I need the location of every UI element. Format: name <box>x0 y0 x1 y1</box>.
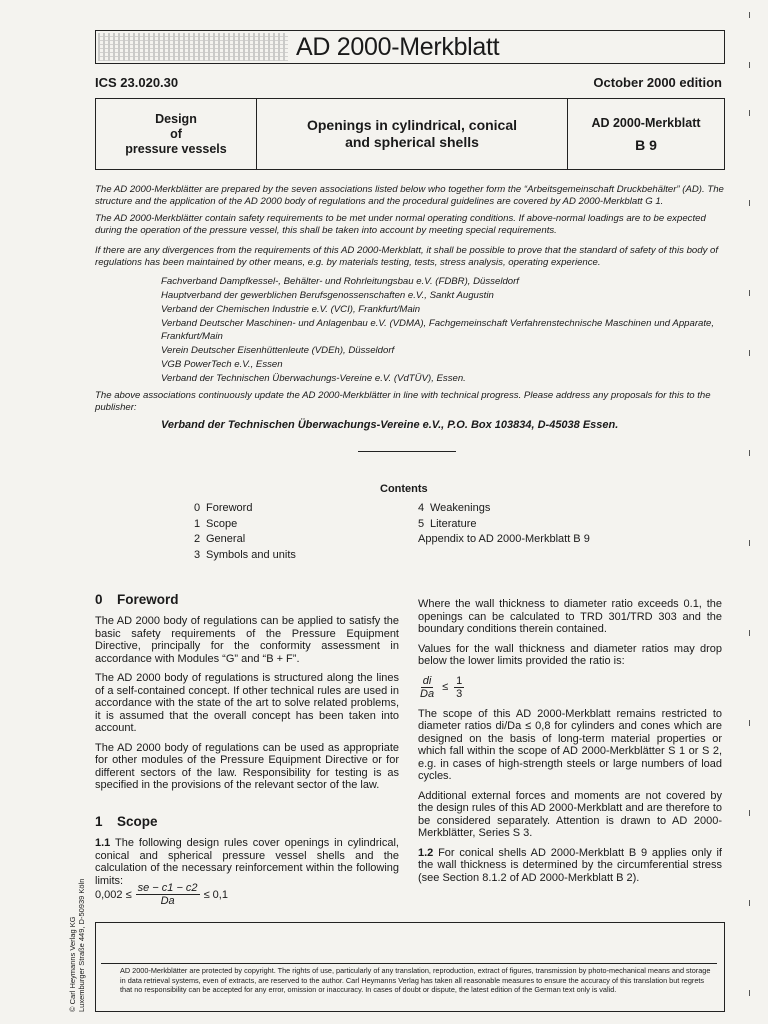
footer-divider <box>101 963 717 964</box>
scope-right-column <box>418 598 722 891</box>
ics-code: ICS 23.020.30 <box>95 75 179 90</box>
contents-item-number: 3 <box>194 548 201 561</box>
contents-title: Contents <box>380 483 428 495</box>
contents-item <box>194 548 296 564</box>
header-subject-line: and spherical shells <box>345 134 479 150</box>
section-heading-foreword <box>95 592 179 607</box>
formula-operator: ≤ <box>442 680 449 693</box>
publisher-imprint-line: © Carl Heymanns Verlag KG <box>68 916 77 1012</box>
publisher-address: Verband der Technischen Überwachungs-Vereine e.V., P.O. Box 103834, D-45038 Essen. <box>161 419 619 431</box>
formula-denominator: 3 <box>456 687 463 700</box>
foreword-paragraph: The AD 2000 body of regulations is structured along the lines of a self-contained concept. If other technical rules are used in accordance with the state of the art to solve related problems, it is assumed that the overall concept has been taken into account. <box>95 672 399 734</box>
section-title: Foreword <box>117 592 179 607</box>
clause-text: For conical shells AD 2000-Merkblatt B 9 applies only if the wall thickness is determined by the circumferential stress (see Section 8.1.2 of AD 2000-Merkblatt B 2). <box>418 846 722 884</box>
contents-item-number: 1 <box>194 517 201 530</box>
scope-paragraph: Values for the wall thickness and diameter ratios may drop below the lower limits provided the ratio is: <box>418 642 722 667</box>
section-number: 0 <box>95 592 103 607</box>
scan-mark <box>749 720 750 726</box>
formula-lower-bound: 0,002 ≤ <box>95 888 132 901</box>
scan-mark <box>749 990 750 996</box>
clause-number: 1.1 <box>95 837 111 849</box>
formula-fraction <box>454 675 464 700</box>
header-sheet-name: AD 2000-Merkblatt <box>591 116 701 130</box>
contents-item-number: 5 <box>418 517 425 530</box>
contents-item-label: Weakenings <box>430 502 491 514</box>
intro-paragraph: If there are any divergences from the requirements of this AD 2000-Merkblatt, it shall be possible to prove that the standard of safety of this body of regulations has been maintained by other means, e.g. by materials testing, tests, stress analysis, operating experience. <box>95 245 719 268</box>
contents-item-label: Scope <box>206 517 238 530</box>
scan-mark <box>749 450 750 456</box>
formula-denominator: Da <box>160 895 175 907</box>
contents-list-left <box>194 501 296 563</box>
contents-item-label: Literature <box>430 517 477 530</box>
contents-item <box>194 517 296 533</box>
contents-item <box>418 517 590 533</box>
publisher-imprint-line: Luxemburger Straße 449, D-50939 Köln <box>77 878 86 1012</box>
scan-mark <box>749 200 750 206</box>
scan-mark <box>749 12 750 18</box>
title-decorative-pattern <box>98 33 288 61</box>
header-category-line: pressure vessels <box>125 141 227 156</box>
formula-fraction <box>136 882 200 907</box>
contents-item-label: Symbols and units <box>206 548 296 561</box>
header-table <box>95 98 725 170</box>
formula-wall-thickness-limits <box>95 882 228 907</box>
scan-mark <box>749 350 750 356</box>
association-item: Verein Deutscher Eisenhüttenleute (VDEh), Düsseldorf <box>161 345 395 356</box>
clause-number: 1.2 <box>418 846 434 859</box>
contents-item-number: 2 <box>194 533 201 545</box>
scan-mark <box>749 900 750 906</box>
scope-paragraph <box>418 847 722 885</box>
divider <box>358 451 456 452</box>
scope-paragraph: Additional external forces and moments are not covered by the design rules of this AD 2000-Merkblatt and are therefore to be considered separately. Attention is drawn to AD 2000-Merkblätter, Series S 3. <box>418 789 722 839</box>
association-item: Verband der Technischen Überwachungs-Vereine e.V. (VdTÜV), Essen. <box>161 373 466 384</box>
header-subject <box>257 99 568 169</box>
formula-upper-bound: ≤ 0,1 <box>203 888 228 901</box>
scan-mark <box>749 810 750 816</box>
contents-item-number: 0 <box>194 502 201 514</box>
foreword-body <box>95 615 399 799</box>
scan-mark <box>749 540 750 546</box>
scan-mark <box>749 110 750 116</box>
contents-item <box>418 532 590 548</box>
intro-paragraph: The AD 2000-Merkblätter are prepared by the seven associations listed below who together form the “Arbeitsgemeinschaft Druckbehälter” (AD). The structure and the application of the AD 2000 body of regulations and the procedural guidelines are covered by AD 2000-Merkblatt G 1. <box>95 184 724 207</box>
contents-item <box>418 501 590 517</box>
section-title: Scope <box>117 814 158 829</box>
header-category-line: Design <box>155 111 197 126</box>
contents-item-label: Appendix to AD 2000-Merkblatt B 9 <box>418 533 590 545</box>
section-heading-scope <box>95 814 158 829</box>
formula-numerator: 1 <box>456 674 463 687</box>
association-item: VGB PowerTech e.V., Essen <box>161 359 283 370</box>
header-sheet-number: B 9 <box>635 137 657 153</box>
foreword-paragraph: The AD 2000 body of regulations can be applied to satisfy the basic safety requirements of the Pressure Equipment Directive, principally for the conformity assessment in accordance with Modules “G” and “B + F”. <box>95 615 399 665</box>
scan-mark <box>749 290 750 296</box>
association-item: Verband Deutscher Maschinen- und Anlagenbau e.V. (VDMA), Fachgemeinschaft Verfahrenstechnische Maschinen und Apparate, Frankfurt/Main <box>161 318 715 342</box>
formula-diameter-ratio <box>418 675 722 700</box>
formula-numerator: se − c1 − c2 <box>137 882 198 894</box>
foreword-paragraph: The AD 2000 body of regulations can be used as appropriate for other modules of the Pressure Equipment Directive or for different sectors of the law. Responsibility for testing is as specified in the provisions of the relevant sector of the law. <box>95 741 399 791</box>
edition-date: October 2000 edition <box>593 75 722 90</box>
contents-item-label: Foreword <box>206 502 253 514</box>
formula-numerator: di <box>422 674 432 687</box>
update-note: The above associations continuously update the AD 2000-Merkblätter in line with technical progress. Please address any proposals for this to the publisher: <box>95 390 711 413</box>
header-subject-line: Openings in cylindrical, conical <box>306 117 518 133</box>
section-number: 1 <box>95 814 103 829</box>
contents-item-number: 4 <box>418 502 425 514</box>
formula-denominator: Da <box>420 687 435 700</box>
clause-text: The following design rules cover openings in cylindrical, conical and spherical pressure vessel shells and the calculation of the necessary reinforcement within the following limits: <box>95 837 399 887</box>
association-item: Hauptverband der gewerblichen Berufsgenossenschaften e.V., Sankt Augustin <box>161 290 494 301</box>
intro-paragraph: The AD 2000-Merkblätter contain safety requirements to be met under normal operating conditions. If above-normal loadings are to be expected during the operation of the pressure vessel, this shall be taken into account by meeting special requirements. <box>95 213 706 236</box>
header-sheet-id <box>568 99 724 169</box>
document-title: AD 2000-Merkblatt <box>296 33 500 61</box>
scan-mark <box>749 62 750 68</box>
copyright-notice: AD 2000-Merkblätter are protected by copyright. The rights of use, particularly of any translation, reproduction, extract of figures, transmission by photo-mechanical means and storage in data retrieval systems, even of extracts, are reserved to the author. Carl Heymanns Verlag has taken all reasonable measures to ensure the accuracy of this translation but regrets that no responsibility can be accepted for any error, omission or inaccuracy. In cases of doubt or dispute, the latest edition of the German text only is valid. <box>120 966 711 995</box>
scope-paragraph <box>95 837 399 887</box>
scan-mark <box>749 630 750 636</box>
contents-list-right <box>418 501 590 548</box>
contents-item-label: General <box>206 533 246 545</box>
publisher-imprint <box>68 879 86 1012</box>
scope-paragraph: The scope of this AD 2000-Merkblatt remains restricted to diameter ratios di/Da ≤ 0,8 for cylinders and cones which are designed on the basis of long-term material properties or which fall within the scope of AD 2000-Merkblätter S 1 or S 2, e.g. in cases of high-strength steels or large numbers of load cycles. <box>418 707 722 782</box>
scope-paragraph: Where the wall thickness to diameter ratio exceeds 0.1, the openings can be calculated to TRD 301/TRD 303 and the boundary conditions therein contained. <box>418 598 722 635</box>
formula-fraction <box>418 675 436 700</box>
header-category-line: of <box>170 126 182 141</box>
contents-item <box>194 532 296 548</box>
association-item: Fachverband Dampfkessel-, Behälter- und Rohrleitungsbau e.V. (FDBR), Düsseldorf <box>161 276 519 287</box>
association-item: Verband der Chemischen Industrie e.V. (VCI), Frankfurt/Main <box>161 304 421 315</box>
header-category <box>96 99 257 169</box>
contents-item <box>194 501 296 517</box>
